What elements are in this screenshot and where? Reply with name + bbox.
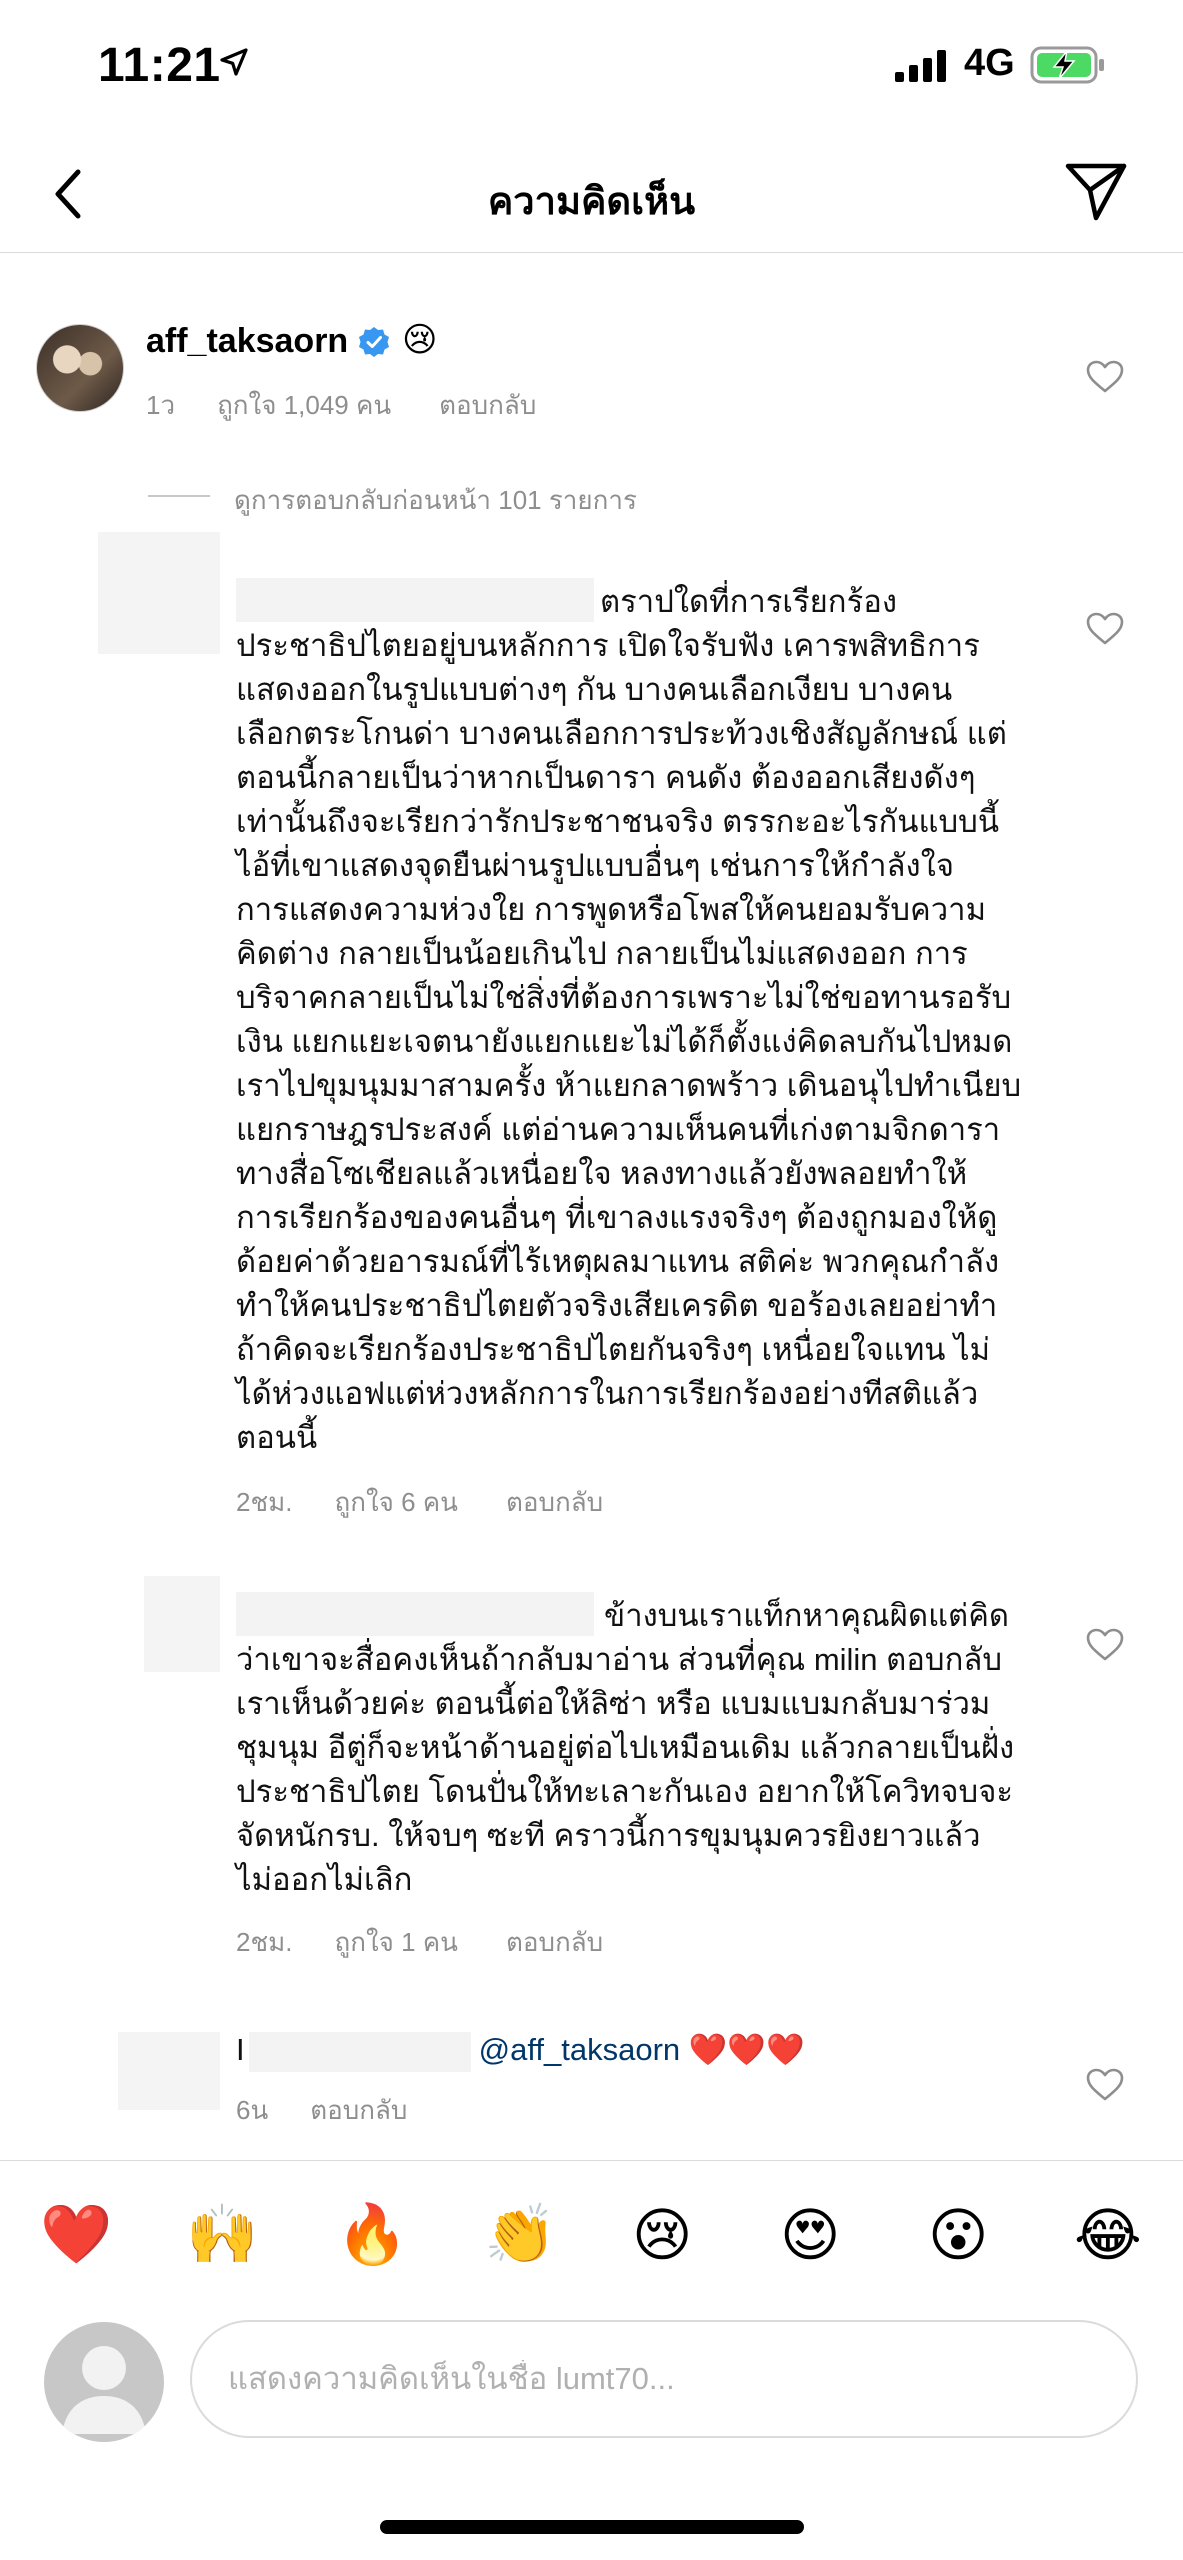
signal-bars-icon — [895, 50, 951, 82]
page-title: ความคิดเห็น — [487, 181, 696, 223]
comment-text: ตราปใดที่การเรียกร้อง ประชาธิปไตยอยู่บนหลักการ เปิดใจรับฟัง เคารพสิทธิการ แสดงออกในรูปแบบต่างๆ กัน บางคนเลือกเงียบ บางคน เลือกตระโกนด่า บางคนเลือกการประท้วงเชิงสัญลักษณ์ แต่ ตอนนี้กลายเป็นว่าหากเป็นดารา คนดัง ต้องออกเสียงดังๆ เท่านั้นถึงจะเรียกว่ารักประชาชนจริง ตรรกะอะไรกันแบบนี้ ไอ้ที่เขาแสดงจุดยืนผ่านรูปแบบอื่นๆ เช่นการให้กำลังใจ การแสดงความห่วงใย การพูดหรือโพสให้คนยอมรับความ คิดต่าง กลายเป็นน้อยเกินไป กลายเป็นไม่แสดงออก การ บริจาคกลายเป็นไม่ใช่สิ่งที่ต้องการเพราะไม่ใช่ขอทานรอรับ เงิน แยกแยะเจตนายังแยกแยะไม่ได้ก็ตั้งแง่คิดลบกันไปหมด เราไปขุมนุมมาสามครั้ง ห้าแยกลาดพร้าว เดินอนุไปทำเนียบ แยกราษฎรประสงค์ แต่อ่านความเห็นคนที่เก่งตามจิกดารา ทางสื่อโซเชียลแล้วเหนื่อยใจ หลงทางแล้วยังพลอยทำให้ การเรียกร้องของคนอื่นๆ ที่เขาลงแรงจริงๆ ต้องถูกมองให้ดู ด้อยค่าด้วยอารมณ์ที่ไร้เหตุผลมาแทน สติค่ะ พวกคุณกำลัง ทำให้คนประชาธิปไตยตัวจริงเสียเครดิต ขอร้องเลยอย่าทำ ถ้าคิดจะเรียกร้องประชาธิปไตยกันจริงๆ เหนื่อยใจแทน ไม่ ได้ห่วงแอฟแต่ห่วงหลักการในการเรียกร้องอย่างทีสติแล้ว ตอนนี้ — [236, 584, 1022, 1455]
send-paper-plane-icon[interactable] — [1060, 156, 1132, 228]
divider — [148, 495, 210, 497]
emoji-laughing[interactable]: 😂 — [1074, 2203, 1142, 2268]
avatar[interactable] — [36, 324, 124, 412]
emoji-clapping[interactable]: 👏 — [484, 2202, 557, 2267]
comment-meta — [146, 385, 536, 426]
comment-input[interactable] — [226, 2360, 1110, 2398]
comment-meta — [236, 1922, 603, 1963]
home-indicator — [380, 2520, 804, 2534]
emoji-crying[interactable]: 😢 — [632, 2203, 693, 2268]
blurred-username[interactable] — [249, 2032, 471, 2072]
avatar[interactable] — [118, 2032, 220, 2110]
emoji-heart-eyes[interactable]: 😍 — [780, 2203, 841, 2268]
heart-icon[interactable] — [1086, 360, 1124, 394]
mention-link[interactable]: @aff_taksaorn — [478, 2032, 681, 2067]
location-arrow-icon — [218, 46, 250, 78]
comment-time: 2ชม. — [236, 1927, 293, 1957]
heart-icon[interactable] — [1086, 612, 1124, 646]
network-type: 4G — [964, 42, 1015, 84]
crying-emoji: 😢 — [402, 321, 438, 359]
status-time: 11:21 — [98, 39, 221, 92]
emoji-heart[interactable]: ❤️ — [40, 2202, 113, 2267]
reply-button[interactable]: ตอบกลับ — [505, 1487, 604, 1517]
emoji-surprised[interactable]: 😮 — [928, 2203, 989, 2268]
heart-icon[interactable] — [1086, 1628, 1124, 1662]
comment-prefix: I — [236, 2032, 245, 2067]
comment-text — [236, 2028, 1056, 2072]
header-bar — [0, 140, 1183, 253]
verified-badge-icon — [358, 326, 390, 358]
comment-likes[interactable]: ถูกใจ 1,049 คน — [217, 390, 392, 420]
heart-emojis: ❤️❤️❤️ — [688, 2032, 805, 2067]
comment-text: ข้างบนเราแท็กหาคุณผิดแต่คิด ว่าเขาจะสื่อคงเห็นถ้ากลับมาอ่าน ส่วนที่คุณ milin ตอบกลับ เราเห็นด้วยค่ะ ตอนนี้ต่อให้ลิซ่า หรือ แบมแบมกลับมาร่วม ชุมนุม อีตู่ก็จะหน้าด้านอยู่ต่อไปเหมือนเดิม แล้วกลายเป็นฝั่ง ประชาธิปไตย โดนปั่นให้ทะเลาะกันเอง อยากให้โควิทจบจะ จัดหนักรบ. ให้จบๆ ซะที คราวนี้การขุมนุมควรยิงยาวแล้ว ไม่ออกไม่เลิก — [236, 1598, 1015, 1897]
heart-icon[interactable] — [1086, 2068, 1124, 2102]
reply-button[interactable]: ตอบกลับ — [439, 390, 537, 420]
comment-time: 2ชม. — [236, 1487, 293, 1517]
comment-time: 6น — [236, 2095, 269, 2125]
comment-likes[interactable]: ถูกใจ 1 คน — [334, 1927, 458, 1957]
comment-time: 1ว — [146, 390, 176, 420]
comment-username[interactable]: aff_taksaorn — [146, 322, 349, 360]
battery-charging-icon — [1030, 46, 1106, 84]
default-avatar-icon — [44, 2322, 164, 2442]
avatar[interactable] — [98, 532, 220, 654]
reply-button[interactable]: ตอบกลับ — [505, 1927, 604, 1957]
emoji-fire[interactable]: 🔥 — [336, 2202, 409, 2267]
emoji-raised-hands[interactable]: 🙌 — [186, 2202, 259, 2267]
emoji-quick-bar — [0, 2160, 1183, 2311]
user-avatar[interactable] — [44, 2322, 164, 2442]
reply-button[interactable]: ตอบกลับ — [310, 2095, 408, 2125]
view-previous-replies[interactable]: ดูการตอบกลับก่อนหน้า 101 รายการ — [234, 485, 637, 515]
comment-input-container — [190, 2320, 1138, 2438]
status-bar — [0, 0, 1183, 140]
comment-meta — [236, 2090, 407, 2131]
comment-likes[interactable]: ถูกใจ 6 คน — [334, 1487, 458, 1517]
comment-meta — [236, 1482, 603, 1523]
avatar[interactable] — [144, 1576, 220, 1672]
